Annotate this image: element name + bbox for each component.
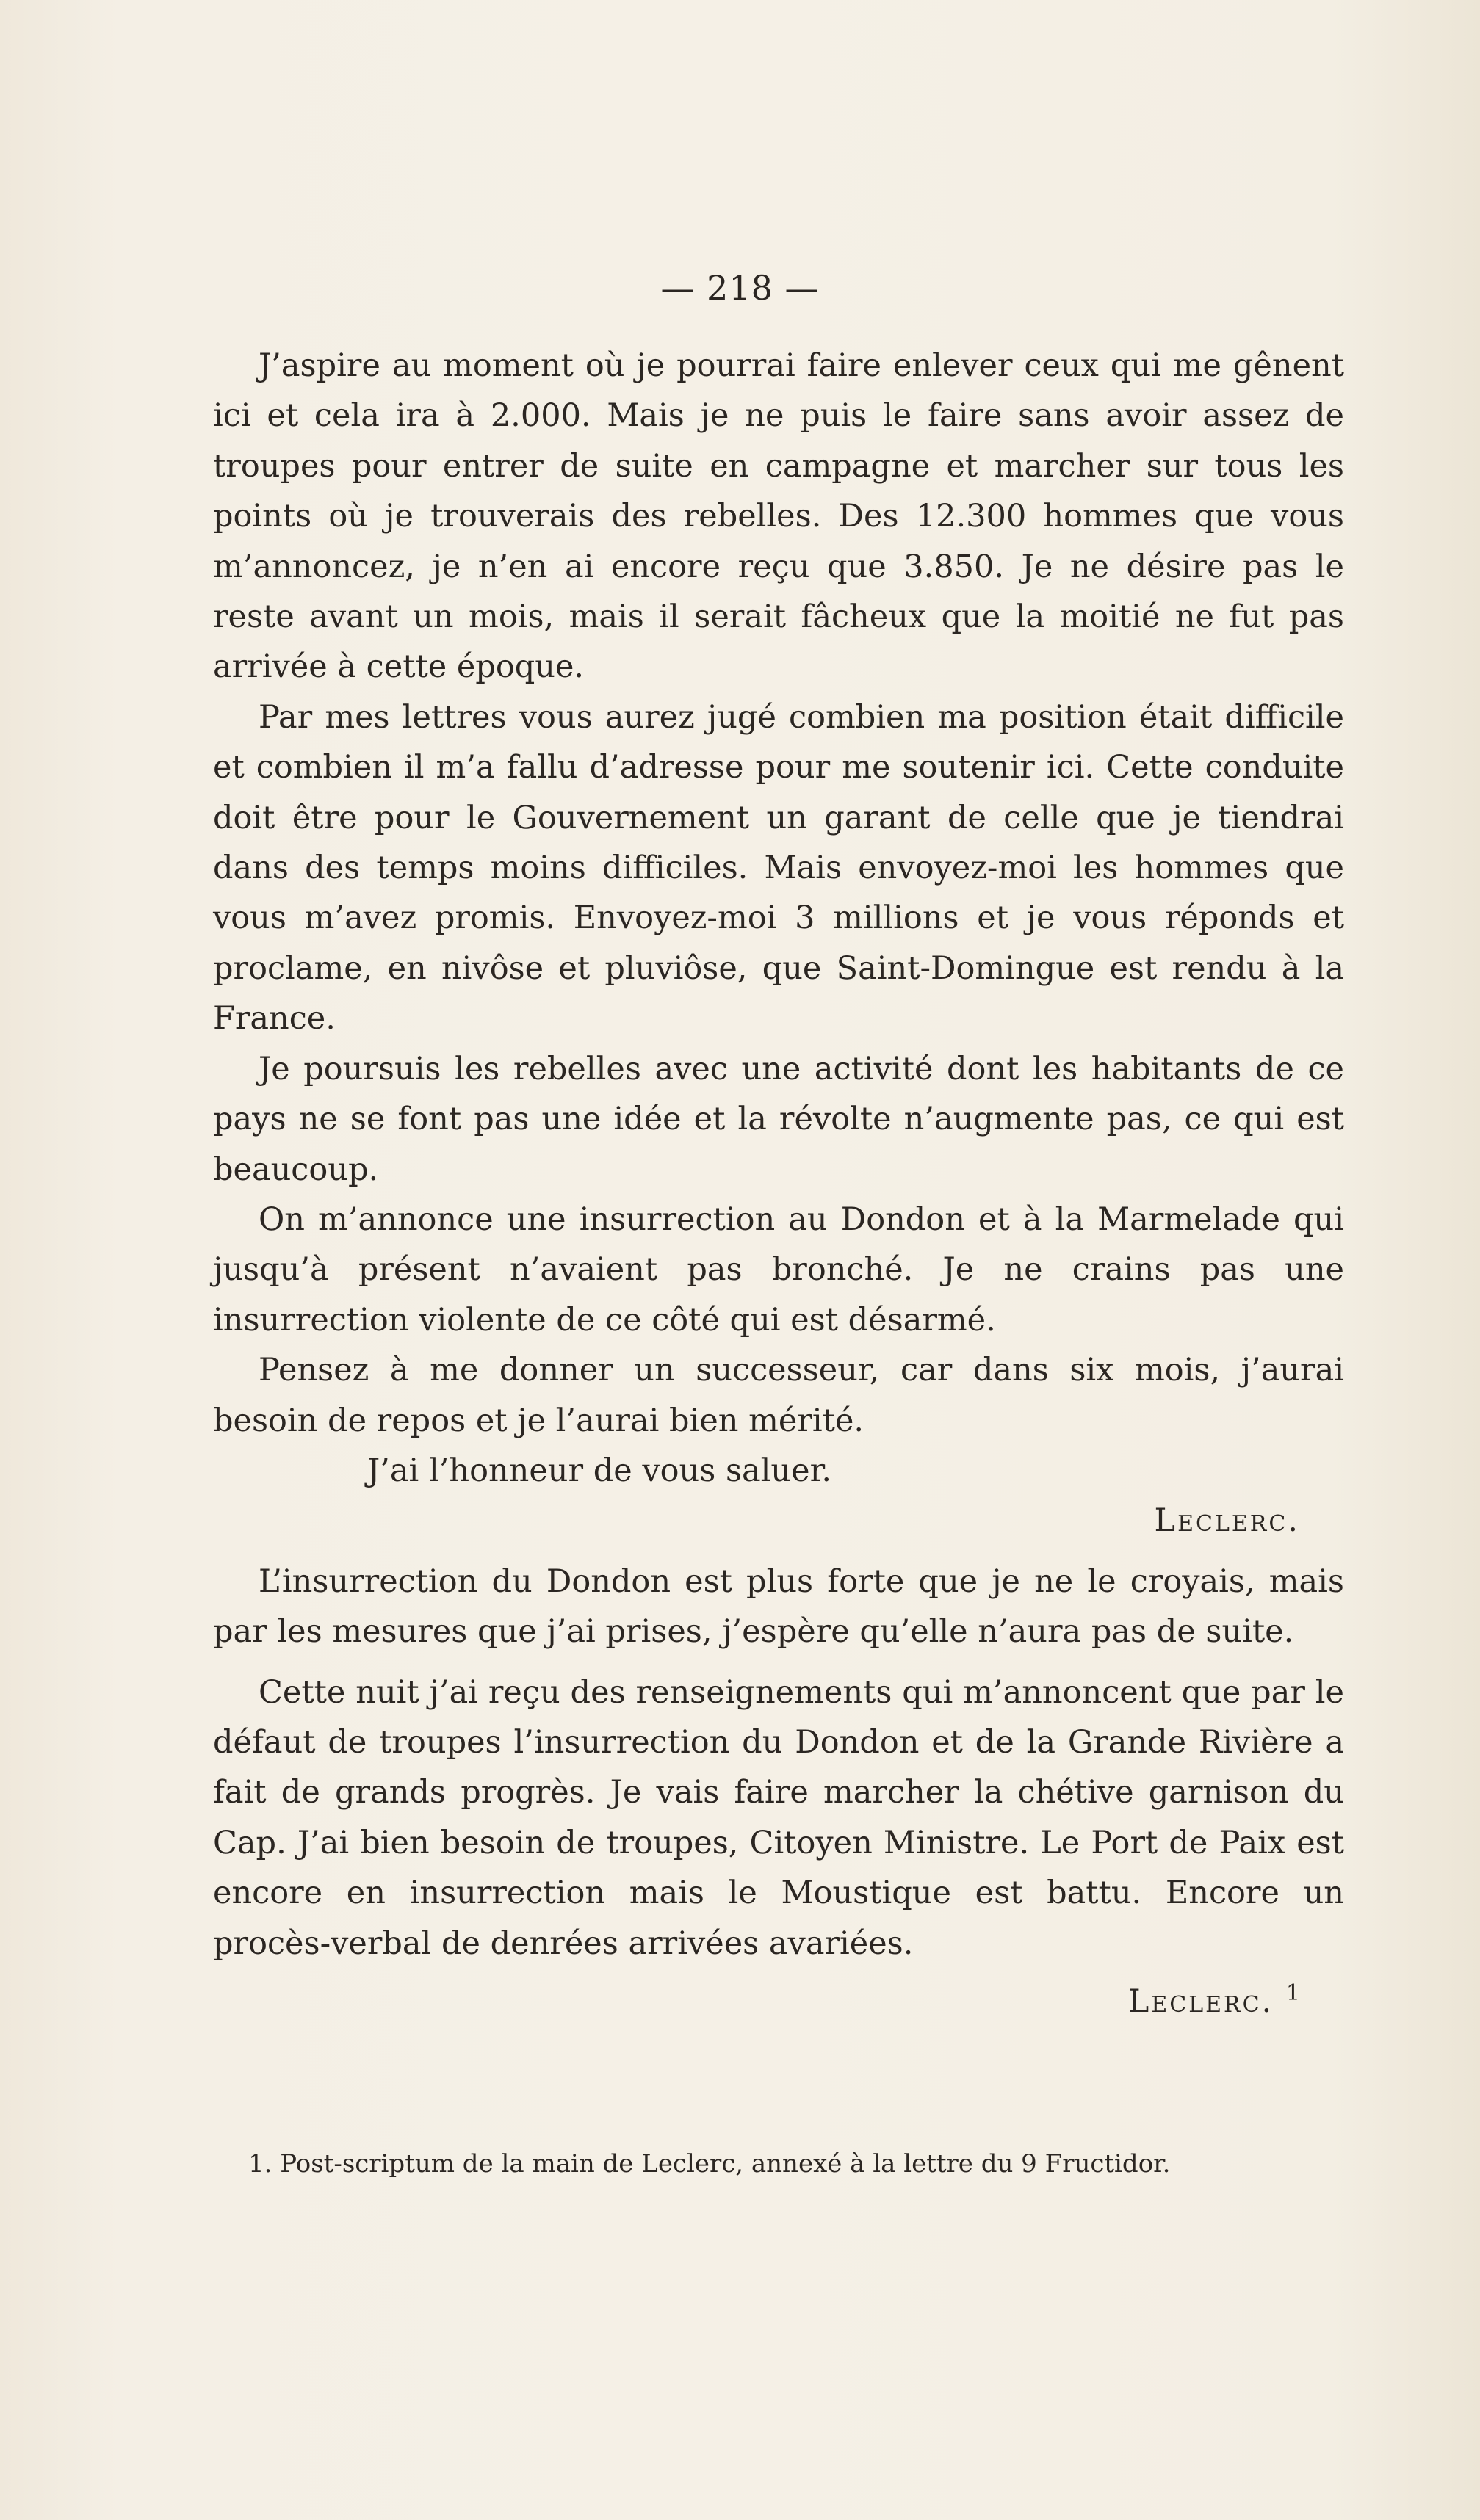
signature-leclerc-postscript [213,1969,1344,2027]
postscript-paragraph-1: L’insurrection du Dondon est plus forte que je ne le croyais, mais par les mesures que j’ai prises, j’espère qu’elle n’aura pas de suite. [213,1563,1344,1651]
footnote [213,2148,1344,2181]
paragraph-5: Pensez à me donner un successeur, car dans six mois, j’aurai besoin de repos et je l’aurai bien mérité. [213,1352,1344,1439]
paragraph-4: On m’annonce une insurrection au Dondon et à la Marmelade qui jusqu’à présent n’avaient pas bronché. Je ne crains pas une insurrection violente de ce côté qui est désarmé. [213,1201,1344,1339]
paragraph-1: J’aspire au moment où je pourrai faire enlever ceux qui me gênent ici et cela ira à 2.000. Mais je ne puis le faire sans avoir assez de troupes pour entrer de suite en campagne et marcher sur tous les points où je trouverais des rebelles. Des 12.300 hommes que vous m’annoncez, je n’en ai encore reçu que 3.850. Je ne désire pas le reste avant un mois, mais il serait fâcheux que la moitié ne fut pas arrivée à cette époque. [213,347,1344,686]
signature-text: Leclerc. [1127,1983,1274,2020]
closing-salutation: J’ai l’honneur de vous saluer. [367,1452,832,1489]
page-number: — 218 — [660,268,820,308]
postscript-paragraph-2: Cette nuit j’ai reçu des renseignements qui m’annoncent que par le défaut de troupes l’insurrection du Dondon et de la Grande Rivière a fait de grands progrès. Je vais faire marcher la chétive garnison du Cap. J’ai bien besoin de troupes, Citoyen Ministre. Le Port de Paix est encore en insurrection mais le Moustique est battu. Encore un procès-verbal de denrées arrivées avariées. [213,1673,1344,1962]
footnote-text: 1. Post-scriptum de la main de Leclerc, annexé à la lettre du 9 Fructidor. [248,2149,1171,2179]
paragraph-3: Je poursuis les rebelles avec une activité dont les habitants de ce pays ne se font pas une idée et la révolte n’augmente pas, ce qui est beaucoup. [213,1050,1344,1188]
footnote-marker: 1 [1285,1980,1300,2006]
paragraph-2: Par mes lettres vous aurez jugé combien ma position était difficile et combien il m’a fallu d’adresse pour me soutenir ici. Cette conduite doit être pour le Gouvernement un garant de celle que je tiendrai dans des temps moins difficiles. Mais envoyez-moi les hommes que vous m’avez promis. Envoyez-moi 3 millions et je vous réponds et proclame, en nivôse et pluviôse, que Saint-Domingue est rendu à la France. [213,698,1344,1038]
signature-leclerc: Leclerc. [1154,1502,1300,1540]
letter-body [213,341,1344,2027]
